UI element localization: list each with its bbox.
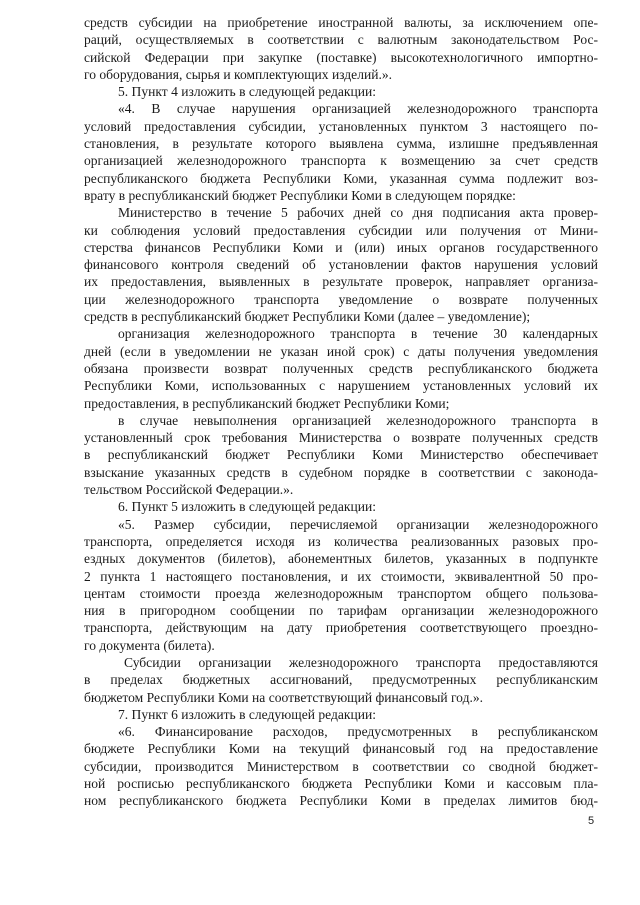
text-line: раций, осуществляемых в соответствии с валютным законодательством Рос- (84, 32, 598, 48)
document-body (84, 14, 598, 810)
text-line: «6. Финансирование расходов, предусмотренных в республиканском (118, 724, 598, 740)
text-line: в пределах бюджетных ассигнований, предусмотренных республиканским (84, 672, 598, 688)
text-line: ном республиканского бюджета Республики Коми в пределах лимитов бюд- (84, 793, 598, 809)
text-line: бюджетом Республики Коми на соответствующий финансовый год.». (84, 689, 484, 705)
text-line: ездных документов (билетов), абонементных билетов, указанных в подпункте (84, 551, 598, 567)
text-line: организацией железнодорожного транспорта к возмещению за счет средств (84, 153, 598, 169)
text-line: организация железнодорожного транспорта в течение 30 календарных (118, 326, 598, 342)
text-line: средств в республиканский бюджет Республики Коми (далее – уведомление); (84, 309, 531, 325)
text-line: в случае невыполнения организацией железнодорожного транспорта в (118, 412, 598, 428)
text-line: финансового контроля сведений об установлении фактов нарушения условий (84, 257, 598, 273)
section-heading: 5. Пункт 4 изложить в следующей редакции: (118, 84, 376, 100)
text-line: субсидии, производится Министерством в соответствии со сводной бюджет- (84, 758, 598, 774)
text-line: 2 пункта 1 настоящего постановления, и их стоимости, эквивалентной 50 про- (84, 568, 598, 584)
text-line: предоставления, в республиканский бюджет Республики Коми; (84, 395, 450, 411)
text-line: «5. Размер субсидии, перечисляемой организации железнодорожного (118, 516, 598, 532)
text-line: го оборудования, сырья и комплектующих изделий.». (84, 66, 393, 82)
text-line: транспорта, определяется исходя из количества реализованных разовых про- (84, 533, 598, 549)
text-line: транспорта, действующим на дату приобретения соответствующего проездно- (84, 620, 598, 636)
text-line: республиканского бюджета Республики Коми, указанная сумма подлежит воз- (84, 170, 598, 186)
text-line: Министерство в течение 5 рабочих дней со дня подписания акта провер- (118, 205, 598, 221)
text-line: средств субсидии на приобретение иностранной валюты, за исключением опе- (84, 15, 598, 30)
text-line: дней (если в уведомлении не указан иной срок) с даты получения уведомления (84, 343, 598, 359)
text-line: ции железнодорожного транспорта уведомление о возврате полученных (84, 291, 598, 307)
section-heading: 7. Пункт 6 изложить в следующей редакции: (118, 706, 376, 722)
text-line: их предоставления, выявленных в результате проверок, направляет организа- (84, 274, 598, 290)
text-line: сийской Федерации при закупке (поставке) высокотехнологичного импортно- (84, 49, 598, 65)
text-line: го документа (билета). (84, 637, 215, 653)
text-line: «4. В случае нарушения организацией железнодорожного транспорта (118, 101, 598, 117)
text-line: Субсидии организации железнодорожного транспорта предоставляются (124, 654, 598, 670)
text-line: тельством Российской Федерации.». (84, 482, 294, 498)
text-line: Республики Коми, использованных с нарушением установленных условий их (84, 378, 598, 394)
text-line: центам стоимости проезда железнодорожным транспортом общего пользова- (84, 585, 598, 601)
text-line: ки соблюдения условий предоставления субсидии или получения от Мини- (84, 222, 598, 238)
page-number: 5 (588, 815, 595, 827)
text-line: ния в пригородном сообщении по тарифам организации железнодорожного (84, 603, 598, 619)
text-line: условий предоставления субсидии, установленных пунктом 3 настоящего по- (84, 118, 598, 134)
text-line: становления, в результате которого выявлена сумма, излишне предъявленная (84, 136, 598, 152)
section-heading: 6. Пункт 5 изложить в следующей редакции: (118, 499, 376, 515)
text-line: обязана произвести возврат полученных средств республиканского бюджета (84, 360, 598, 376)
text-line: бюджете Республики Коми на текущий финансовый год на предоставление (84, 741, 598, 757)
text-line: врату в республиканский бюджет Республики Коми в следующем порядке: (84, 187, 516, 203)
text-line: установленный срок требования Министерства о возврате полученных средств (84, 430, 598, 446)
text-line: стерства финансов Республики Коми и (или) иных органов государственного (84, 239, 598, 255)
text-line: в республиканский бюджет Республики Коми Министерство обеспечивает (84, 447, 598, 463)
text-line: взыскание указанных средств в судебном порядке в соответствии с законода- (84, 464, 598, 480)
text-line: ной росписью республиканского бюджета Республики Коми и кассовым пла- (84, 776, 598, 792)
